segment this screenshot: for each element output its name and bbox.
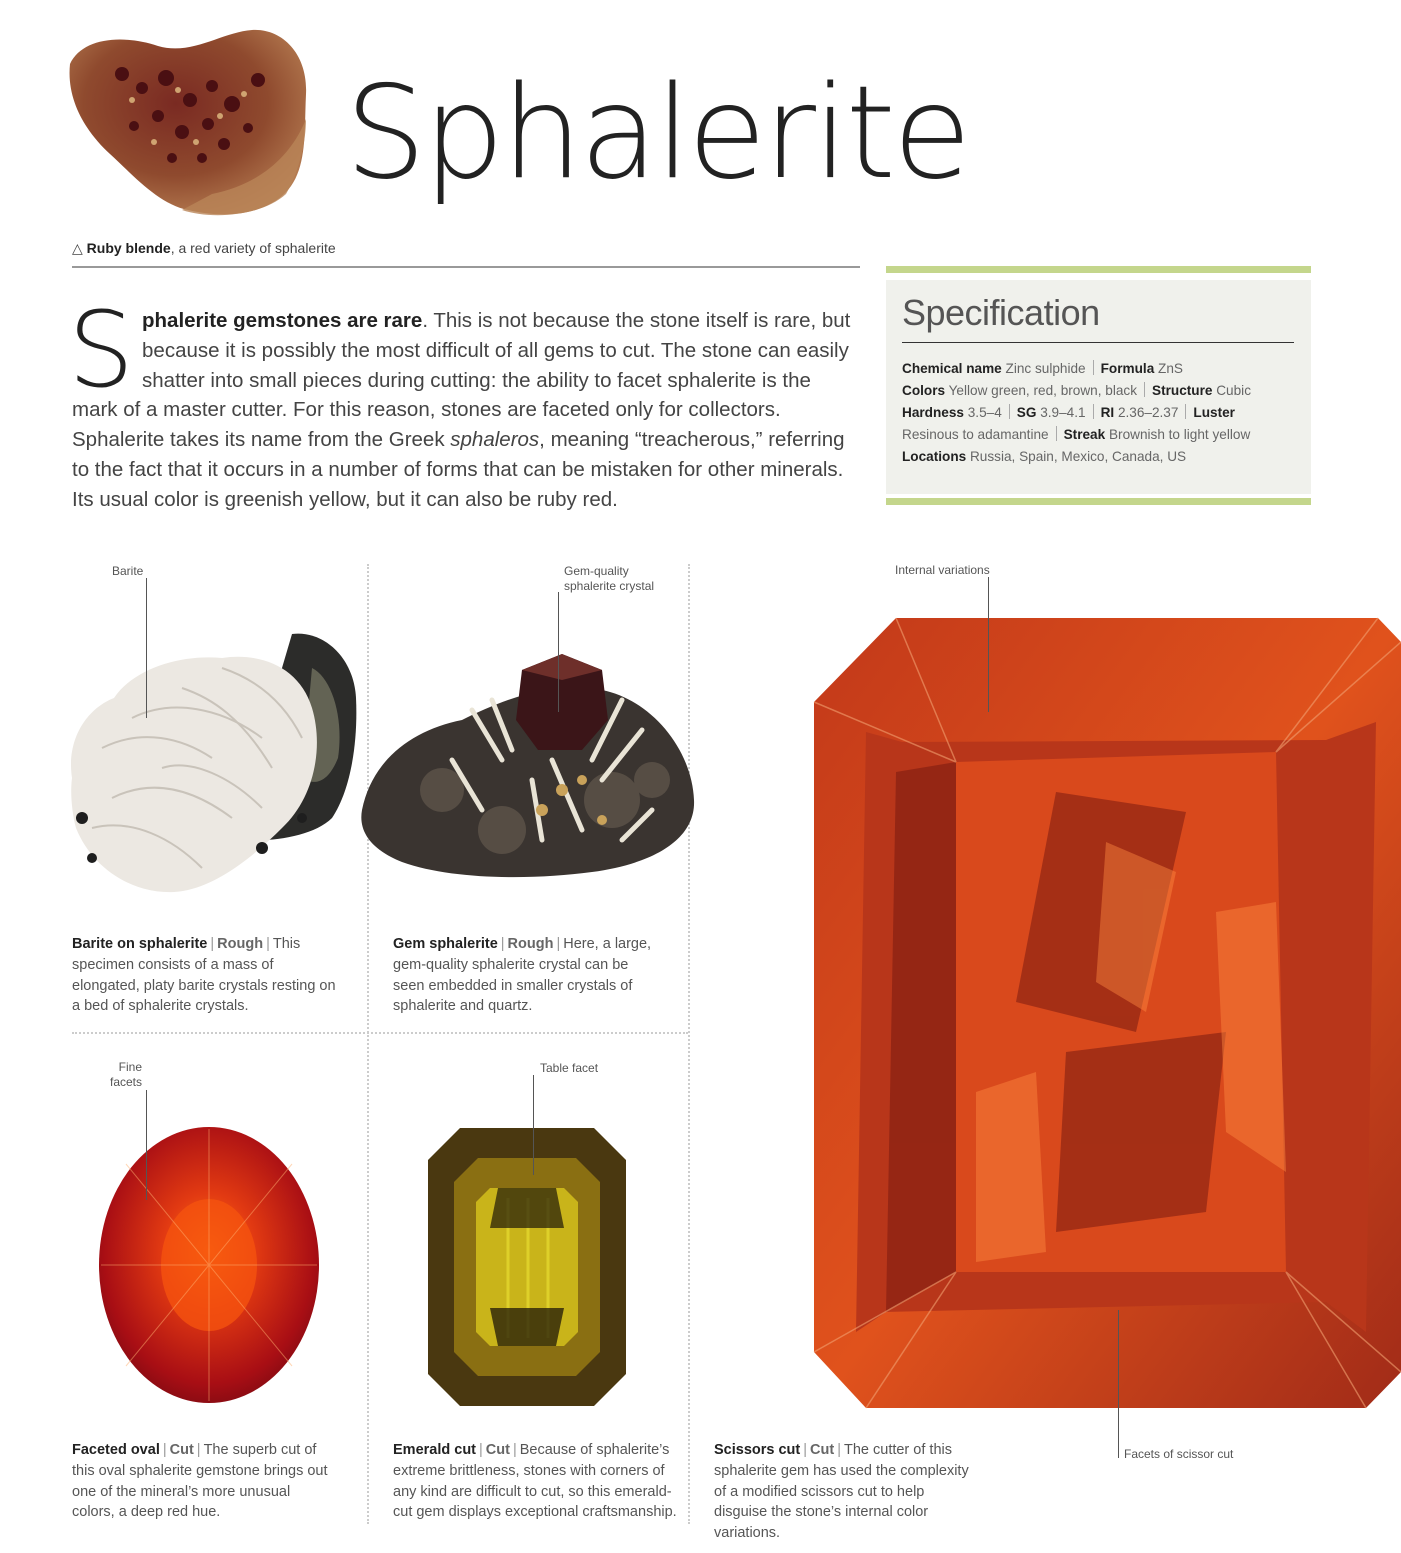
spec-label: Chemical name [902,361,1002,376]
spec-label: RI [1100,405,1115,420]
intro-text-2: , meaning “treacherous,” referring to the fact that it occurs in a number of forms that can be mistaken for other minerals. Its usual color is greenish yellow, but it can also be ruby red. [72,428,845,511]
spec-value: Russia, Spain, Mexico, Canada, US [969,449,1187,464]
spec-value: 2.36–2.37 [1117,405,1179,420]
scissors-cut-image [806,612,1401,1410]
caption-gem: Gem sphalerite | Rough | Here, a large, gem-quality sphalerite crystal can be seen embedded in smaller crystals of sphalerite and quartz. [393,936,652,1015]
caption-oval: Faceted oval | Cut | The superb cut of this oval sphalerite gemstone brings out one of the mineral’s more unusual colors, a deep red hue. [72,1442,328,1521]
barite-on-sphalerite-image [62,628,362,898]
spec-heading: Specification [902,292,1100,333]
spec-value: Zinc sulphide [1005,361,1086,376]
label-facets-scissor: Facets of scissor cut [1124,1447,1234,1461]
label-table-facet: Table facet [540,1061,599,1075]
spec-value: Brownish to light yellow [1108,427,1251,442]
spec-value: 3.5–4 [967,405,1002,420]
spec-label: Structure [1152,383,1213,398]
caption-type: Rough [507,936,554,952]
spec-label: Hardness [902,405,964,420]
spec-top-bar [886,266,1311,273]
label-line: Fine [118,1060,142,1074]
spec-label: Formula [1100,361,1155,376]
caption-scissors: Scissors cut | Cut | The cutter of this sphalerite gem has used the complexity of a modified scissors cut to help disguise the stone’s internal color variations. [714,1442,969,1542]
ruby-blende-image [62,24,318,224]
triangle-up-icon: △ [72,240,83,256]
spec-label: Streak [1063,427,1106,442]
hero-caption-bold: Ruby blende [86,240,171,256]
intro-lead: phalerite gemstones are rare [142,309,423,332]
caption-text: Because of sphalerite’s extreme brittleness, stones with corners of any kind are difficult to cut, so this emerald-cut gem displays exceptional craftsmanship. [393,1442,677,1521]
spec-value: 3.9–4.1 [1040,405,1086,420]
label-barite: Barite [112,564,144,578]
caption-type: Cut [485,1442,510,1458]
leader-line [558,592,559,712]
caption-text: The superb cut of this oval sphalerite gemstone brings out one of the mineral’s more unusual colors, a deep red hue. [72,1442,328,1521]
caption-title: Scissors cut [714,1442,801,1458]
spec-value: Yellow green, red, brown, black [948,383,1138,398]
spec-label: Locations [902,449,967,464]
label-internal-variations: Internal variations [895,563,990,577]
caption-text: This specimen consists of a mass of elongated, platy barite crystals resting on a bed of sphalerite crystals. [72,936,336,1015]
caption-text: The cutter of this sphalerite gem has used the complexity of a modified scissors cut to help disguise the stone’s internal color variations. [714,1442,969,1542]
page-title: Sphalerite [345,59,969,208]
caption-title: Faceted oval [72,1442,160,1458]
intro-paragraph [68,289,862,515]
hero-caption-text: , a red variety of sphalerite [170,240,336,256]
drop-cap: S [68,289,135,411]
spec-divider [902,342,1294,343]
spec-value: Cubic [1216,383,1251,398]
label-line: facets [110,1075,143,1089]
leader-line [533,1075,534,1175]
hero-caption [72,240,336,257]
faceted-oval-image [96,1124,322,1406]
leader-line [988,577,989,712]
caption-title: Emerald cut [393,1442,476,1458]
caption-type: Cut [169,1442,194,1458]
spec-value: ZnS [1158,361,1183,376]
label-gem-quality [564,564,654,594]
label-line: Gem-quality [564,564,629,578]
caption-title: Gem sphalerite [393,936,498,952]
caption-emerald: Emerald cut | Cut | Because of sphalerite’s extreme brittleness, stones with corners of any kind are difficult to cut, so this emerald-cut gem displays exceptional craftsmanship. [393,1442,677,1521]
caption-type: Cut [810,1442,835,1458]
intro-text-1: . This is not because the stone itself is rare, but because it is possibly the most difficult of all gems to cut. The stone can easily shatter into small pieces during cutting: the ability to facet sphalerite is the mark of a master cutter. For this reason, stones are faceted only for collectors. Sphalerite takes its name from the Greek [72,309,851,452]
caption-title: Barite on sphalerite [72,936,208,952]
emerald-cut-image [428,1128,626,1406]
label-fine-facets [110,1060,142,1090]
label-line: sphalerite crystal [564,579,655,593]
spec-label: Luster [1193,405,1235,420]
leader-line [1118,1310,1119,1458]
grid-divider [72,1032,688,1034]
gem-sphalerite-image [352,640,698,880]
spec-bottom-bar [886,498,1311,505]
caption-type: Rough [217,936,264,952]
caption-barite: Barite on sphalerite | Rough | This specimen consists of a mass of elongated, platy barite crystals resting on a bed of sphalerite crystals. [72,936,336,1015]
spec-body [902,358,1302,468]
divider [72,266,860,268]
caption-text: Here, a large, gem-quality sphalerite crystal can be seen embedded in smaller crystals of sphalerite and quartz. [393,936,652,1015]
spec-label: SG [1016,405,1037,420]
spec-value: Resinous to adamantine [902,427,1049,442]
leader-line [146,1090,147,1200]
leader-line [146,578,147,718]
spec-label: Colors [902,383,946,398]
intro-italic: sphaleros [450,428,540,452]
